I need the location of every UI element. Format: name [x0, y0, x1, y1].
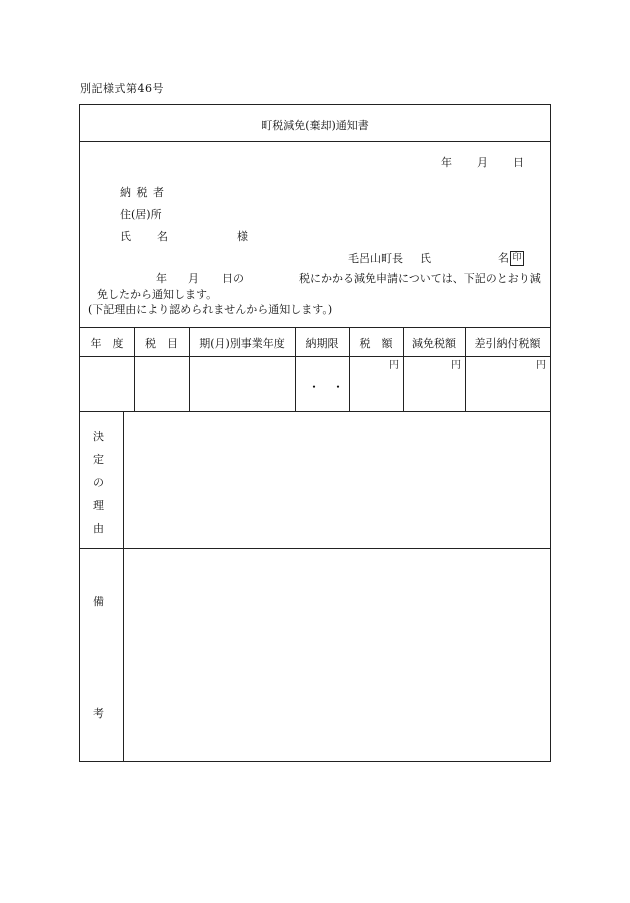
reason-label-char-1: 決	[93, 430, 104, 443]
table-top-border	[80, 327, 550, 328]
name-label-1: 氏	[120, 230, 131, 243]
form-title: 町税減免(棄却)通知書	[261, 119, 369, 132]
deadline-dots: ・ ・	[308, 380, 345, 394]
honorific: 様	[237, 230, 248, 243]
header-fiscal-year: 年 度	[90, 337, 124, 350]
reason-bottom-border	[80, 548, 550, 549]
reduction-amount-yen: 円	[451, 360, 461, 371]
remarks-label-char-2: 考	[93, 707, 104, 720]
form-number: 別記様式第46号	[80, 82, 164, 95]
reason-label-char-2: 定	[93, 453, 104, 466]
date-year: 年	[441, 156, 452, 169]
tax-amount-yen: 円	[389, 360, 399, 371]
body-line2: 免したから通知します。	[97, 288, 218, 301]
body-month: 月	[188, 272, 199, 285]
seal-mark: 印	[510, 251, 524, 266]
address-label: 住(居)所	[120, 208, 162, 221]
body-line3: (下記理由により認められませんから通知します。)	[88, 303, 333, 316]
header-period: 期(月)別事業年度	[199, 337, 285, 350]
date-month: 月	[477, 156, 488, 169]
reason-label-char-3: の	[93, 476, 104, 489]
body-year: 年	[156, 272, 167, 285]
notice-form	[79, 104, 551, 762]
taxpayer-label: 納 税 者	[120, 186, 165, 199]
reason-label-char-5: 由	[93, 522, 104, 535]
table-bottom-border	[80, 411, 550, 412]
name-label-2: 名	[157, 230, 168, 243]
issuer-name-1: 氏	[420, 252, 431, 265]
label-column-divider	[123, 411, 124, 761]
remarks-label-char-1: 備	[93, 595, 104, 608]
date-day: 日	[513, 156, 524, 169]
body-line1: 税にかかる減免申請については、下記のとおり減	[299, 272, 541, 285]
issuer-name-2	[498, 251, 524, 266]
issuer-name-2-text: 名	[498, 251, 509, 265]
header-reduction-amount: 減免税額	[412, 337, 456, 350]
table-header-border	[80, 356, 550, 357]
reason-label-char-4: 理	[93, 499, 104, 512]
header-net-payment: 差引納付税額	[474, 337, 541, 350]
header-tax-amount: 税 額	[359, 337, 393, 350]
title-divider	[80, 141, 550, 142]
header-tax-item: 税 目	[145, 337, 178, 350]
body-day: 日の	[222, 272, 244, 285]
net-payment-yen: 円	[536, 360, 546, 371]
header-deadline: 納期限	[305, 337, 339, 350]
issuer-title: 毛呂山町長	[348, 252, 403, 265]
